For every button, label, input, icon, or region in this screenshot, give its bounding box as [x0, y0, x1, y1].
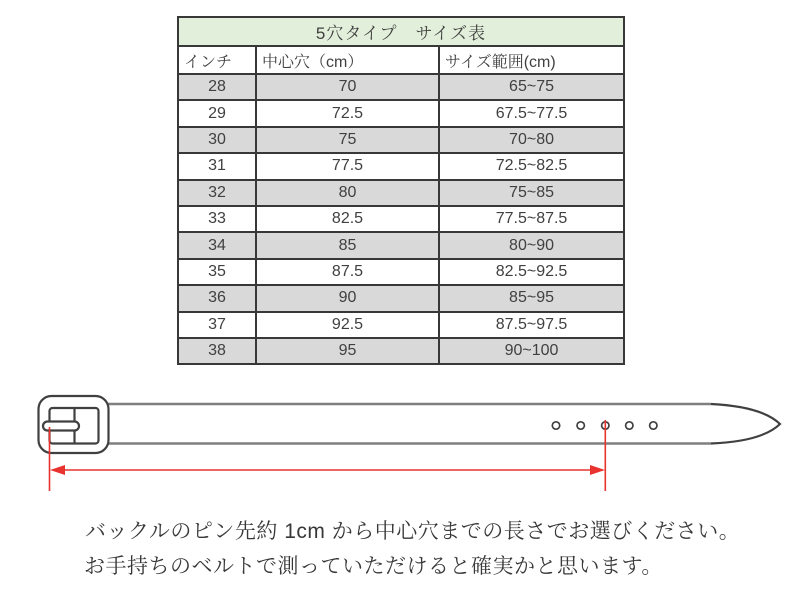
table-title-row — [178, 17, 624, 46]
table-row — [178, 338, 624, 364]
table-row — [178, 285, 624, 311]
size-table-body — [178, 74, 624, 364]
cell-center-hole: 70 — [256, 74, 439, 100]
cell-center-hole: 72.5 — [256, 100, 439, 126]
belt-hole-4 — [626, 422, 633, 429]
cell-inch: 36 — [178, 285, 256, 311]
table-row — [178, 153, 624, 179]
cell-size-range: 72.5~82.5 — [439, 153, 624, 179]
cell-inch: 37 — [178, 312, 256, 338]
column-header-center-hole: 中心穴（cm） — [256, 46, 439, 74]
note-line-2: お手持ちのベルトで測っていただけると確実かと思います。 — [84, 555, 663, 578]
table-row — [178, 232, 624, 258]
cell-size-range: 65~75 — [439, 74, 624, 100]
cell-inch: 32 — [178, 180, 256, 206]
cell-size-range: 82.5~92.5 — [439, 259, 624, 285]
cell-size-range: 75~85 — [439, 180, 624, 206]
cell-size-range: 80~90 — [439, 232, 624, 258]
table-row — [178, 74, 624, 100]
cell-center-hole: 87.5 — [256, 259, 439, 285]
cell-center-hole: 85 — [256, 232, 439, 258]
cell-inch: 30 — [178, 127, 256, 153]
cell-center-hole: 80 — [256, 180, 439, 206]
table-header-row — [178, 46, 624, 74]
size-table — [177, 16, 625, 365]
cell-center-hole: 75 — [256, 127, 439, 153]
belt-hole-2 — [577, 422, 584, 429]
cell-inch: 33 — [178, 206, 256, 232]
table-row — [178, 312, 624, 338]
table-row — [178, 206, 624, 232]
cell-center-hole: 95 — [256, 338, 439, 364]
belt-hole-center — [602, 422, 609, 429]
cell-inch: 35 — [178, 259, 256, 285]
cell-size-range: 67.5~77.5 — [439, 100, 624, 126]
cell-size-range: 87.5~97.5 — [439, 312, 624, 338]
buckle-frame — [39, 396, 109, 453]
table-row — [178, 127, 624, 153]
buckle-inner-frame — [50, 408, 99, 444]
column-header-inch: インチ — [178, 46, 256, 74]
cell-size-range: 85~95 — [439, 285, 624, 311]
table-title: 5穴タイプ サイズ表 — [178, 17, 624, 46]
cell-inch: 28 — [178, 74, 256, 100]
cell-center-hole: 82.5 — [256, 206, 439, 232]
belt-hole-5 — [650, 422, 657, 429]
buckle-pin — [43, 422, 79, 431]
belt-tip — [711, 404, 780, 444]
cell-center-hole: 92.5 — [256, 312, 439, 338]
table-row — [178, 259, 624, 285]
table-row — [178, 180, 624, 206]
cell-size-range: 90~100 — [439, 338, 624, 364]
cell-size-range: 70~80 — [439, 127, 624, 153]
arrowhead-left-icon — [50, 465, 65, 475]
cell-center-hole: 90 — [256, 285, 439, 311]
note-line-1: バックルのピン先約 1cm から中心穴までの長さでお選びください。 — [85, 520, 741, 543]
cell-inch: 38 — [178, 338, 256, 364]
cell-center-hole: 77.5 — [256, 153, 439, 179]
cell-size-range: 77.5~87.5 — [439, 206, 624, 232]
belt-hole-1 — [552, 422, 559, 429]
arrowhead-right-icon — [590, 465, 605, 475]
cell-inch: 31 — [178, 153, 256, 179]
table-row — [178, 100, 624, 126]
cell-inch: 34 — [178, 232, 256, 258]
column-header-size-range: サイズ範囲(cm) — [439, 46, 624, 74]
cell-inch: 29 — [178, 100, 256, 126]
